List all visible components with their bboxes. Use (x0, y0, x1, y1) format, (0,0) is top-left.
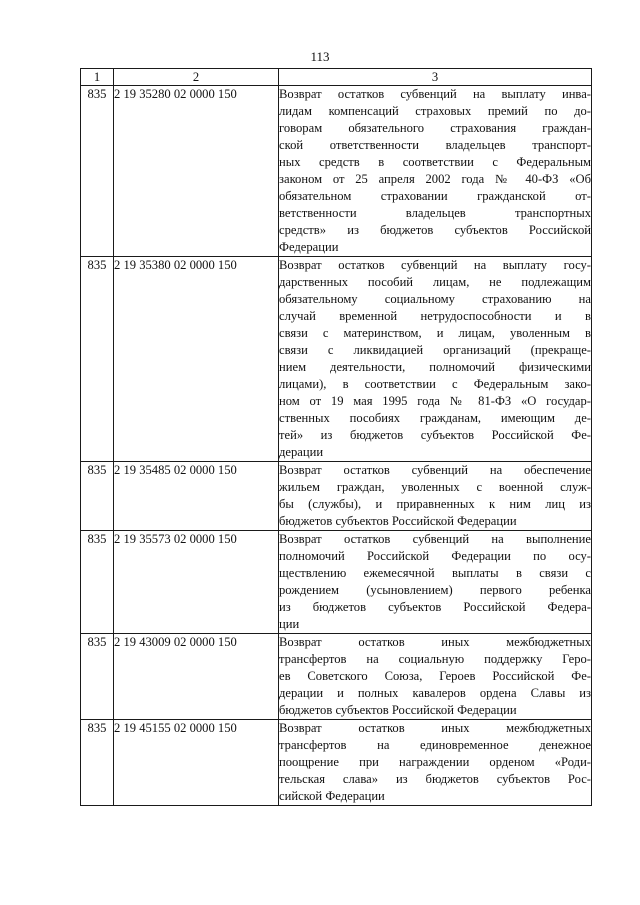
budget-classification-code-cell: 2 19 45155 02 0000 150 (114, 720, 279, 806)
revenue-description-cell (279, 86, 592, 257)
column-header-1: 1 (81, 69, 114, 86)
description-line: обязательному социальному страхованию на (279, 292, 591, 306)
admin-code-cell: 835 (81, 86, 114, 257)
description-line: средств» из бюджетов субъектов Российской (279, 223, 591, 237)
description-line: лидам компенсаций страховых премий по до- (279, 104, 591, 118)
description-line: ветственности владельцев транспортных (279, 206, 591, 220)
admin-code-cell: 835 (81, 634, 114, 720)
revenue-description-cell (279, 531, 592, 634)
description-line: ской ответственности владельцев транспорт- (279, 138, 591, 152)
description-line: Возврат остатков субвенций на выполнение (279, 532, 591, 546)
description-line: Возврат остатков иных межбюджетных (279, 635, 591, 649)
description-line: бюджетов субъектов Российской Федерации (279, 703, 517, 717)
description-line: Федерации (279, 240, 339, 254)
description-line: ном от 19 мая 1995 года № 81-ФЗ «О государ- (279, 394, 591, 408)
description-line: ев Советского Союза, Героев Российской Фе- (279, 669, 591, 683)
description-line: бы (службы), и приравненных к ним лиц из (279, 497, 591, 511)
description-line: Возврат остатков субвенций на выплату инва- (279, 87, 591, 101)
admin-code-cell: 835 (81, 462, 114, 531)
description-line: связи с ликвидацией организаций (прекраще- (279, 343, 591, 357)
table-row (81, 634, 592, 720)
description-line: законом от 25 апреля 2002 года № 40-ФЗ «Об (279, 172, 591, 186)
table-header-row (81, 69, 592, 86)
description-line: бюджетов субъектов Российской Федерации (279, 514, 517, 528)
budget-classification-code-cell: 2 19 35380 02 0000 150 (114, 257, 279, 462)
description-line: Возврат остатков субвенций на выплату госу- (279, 258, 591, 272)
column-header-2: 2 (114, 69, 279, 86)
description-line: рождением (усыновлением) первого ребенка (279, 583, 591, 597)
description-line: случай временной нетрудоспособности и в (279, 309, 591, 323)
admin-code-cell: 835 (81, 531, 114, 634)
description-line: поощрение при награждении орденом «Роди- (279, 755, 591, 769)
description-line: трансфертов на социальную поддержку Геро- (279, 652, 591, 666)
description-line: из бюджетов субъектов Российской Федера- (279, 600, 591, 614)
description-line: трансфертов на единовременное денежное (279, 738, 591, 752)
description-line: тельская слава» из бюджетов субъектов Рос- (279, 772, 591, 786)
table-row (81, 257, 592, 462)
table-row (81, 86, 592, 257)
budget-classification-code-cell: 2 19 43009 02 0000 150 (114, 634, 279, 720)
table-row (81, 462, 592, 531)
description-line: лицами), в соответствии с Федеральным зако- (279, 377, 591, 391)
description-line: дарственных пособий лицам, не подлежащим (279, 275, 591, 289)
description-line: сийской Федерации (279, 789, 385, 803)
description-line: ции (279, 617, 300, 631)
revenue-description-cell (279, 257, 592, 462)
revenue-description-cell (279, 634, 592, 720)
table-body (81, 86, 592, 806)
budget-classification-code-cell: 2 19 35573 02 0000 150 (114, 531, 279, 634)
revenue-description-cell (279, 720, 592, 806)
budget-classification-code-cell: 2 19 35280 02 0000 150 (114, 86, 279, 257)
admin-code-cell: 835 (81, 720, 114, 806)
description-line: нием деятельности, полномочий физическими (279, 360, 591, 374)
revenue-description-cell (279, 462, 592, 531)
description-line: полномочий Российской Федерации по осу- (279, 549, 591, 563)
description-line: Возврат остатков субвенций на обеспечение (279, 463, 591, 477)
page-number: 113 (310, 49, 330, 64)
admin-code-cell: 835 (81, 257, 114, 462)
table-row (81, 720, 592, 806)
column-header-3: 3 (279, 69, 592, 86)
description-line: жильем граждан, уволенных с военной служ- (279, 480, 591, 494)
description-line: дерации и полных кавалеров ордена Славы из (279, 686, 591, 700)
description-line: дерации (279, 445, 324, 459)
description-line: ственных пособиях гражданам, имеющим де- (279, 411, 591, 425)
description-line: связи с материнством, и лицам, уволенным в (279, 326, 591, 340)
table-header (81, 69, 592, 86)
budget-classification-code-cell: 2 19 35485 02 0000 150 (114, 462, 279, 531)
description-line: ных средств в соответствии с Федеральным (279, 155, 591, 169)
description-line: тей» из бюджетов субъектов Российской Фе- (279, 428, 591, 442)
description-line: обязательном страховании гражданской от- (279, 189, 591, 203)
description-line: ществлению ежемесячной выплаты в связи с (279, 566, 591, 580)
budget-codes-table (80, 68, 592, 806)
description-line: говорам обязательного страхования граждан- (279, 121, 591, 135)
description-line: Возврат остатков иных межбюджетных (279, 721, 591, 735)
table-row (81, 531, 592, 634)
